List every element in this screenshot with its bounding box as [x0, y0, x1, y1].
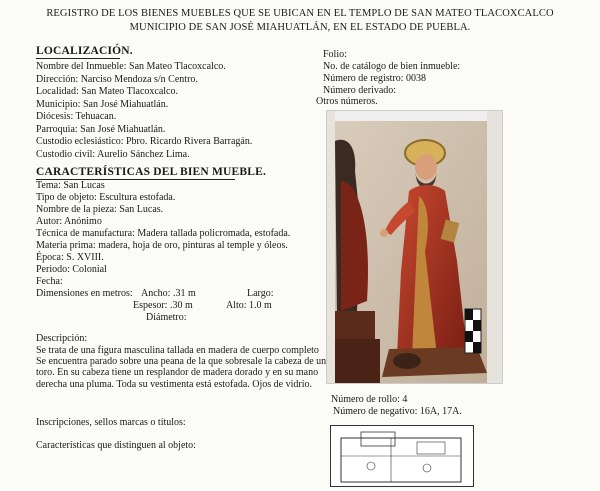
catalogo-line: Número de registro: 0038 — [323, 73, 427, 84]
dimensiones-label: Dimensiones en metros: — [36, 288, 133, 299]
numero-negativo: Número de negativo: 16A, 17A. — [333, 406, 462, 417]
caracteristicas-line: Técnica de manufactura: Madera tallada policromada, estofada. — [36, 228, 291, 239]
document-subtitle: MUNICIPIO DE SAN JOSÉ MIAHUATLÁN, EN EL ESTADO DE PUEBLA. — [129, 22, 471, 33]
caracteristicas-line: Tema: San Lucas — [36, 180, 105, 191]
ancho-value: Ancho: .31 m — [141, 288, 196, 299]
sculpture-illustration — [327, 111, 502, 383]
caracteristicas-line: Época: S. XVIII. — [36, 252, 104, 263]
floor-plan — [330, 425, 474, 487]
catalogo-line: Número derivado: — [323, 85, 397, 96]
diametro-value: Diámetro: — [146, 312, 187, 323]
sculpture-photo — [326, 110, 503, 384]
catalogo-line: Folio: — [323, 49, 347, 60]
alto-value: Alto: 1.0 m — [226, 300, 272, 311]
distinguen-label: Características que distinguen al objeto: — [36, 440, 196, 451]
localizacion-line: Nombre del Inmueble: San Mateo Tlacoxcalco. — [36, 61, 226, 72]
localizacion-heading: LOCALIZACIÓN. — [36, 45, 133, 57]
largo-value: Largo: — [247, 288, 274, 299]
localizacion-underline — [36, 58, 120, 59]
inscripciones-label: Inscripciones, sellos marcas o títulos: — [36, 417, 186, 428]
localizacion-line: Diócesis: Tehuacan. — [36, 111, 117, 122]
catalogo-line: Otros números. — [316, 96, 378, 107]
descripcion-text: Se trata de una figura masculina tallada en madera de cuerpo completo Se encuentra parado sobre una peana de la que sobresale la cabeza de un toro. En su cabeza tiene un resplandor de madera dorado y en su mano derecha una pluma. Toda su vestimenta está estofada. Ojos de vidrio. — [36, 345, 327, 390]
localizacion-line: Custodio eclesiástico: Pbro. Ricardo Rivera Barragán. — [36, 136, 253, 147]
caracteristicas-line: Nombre de la pieza: San Lucas. — [36, 204, 164, 215]
localizacion-line: Dirección: Narciso Mendoza s/n Centro. — [36, 73, 198, 85]
caracteristicas-line: Periodo: Colonial — [36, 264, 107, 275]
espesor-value: Espesor: .30 m — [133, 300, 193, 311]
caracteristicas-line: Tipo de objeto: Escultura estofada. — [36, 192, 176, 203]
localizacion-line: Parroquia: San José Miahuatlán. — [36, 123, 166, 135]
caracteristicas-line: Fecha: — [36, 276, 63, 287]
localizacion-line: Custodio civil: Aurelio Sánchez Lima. — [36, 148, 190, 160]
catalogo-line: No. de catálogo de bien inmueble: — [323, 61, 461, 72]
localizacion-line: Localidad: San Mateo Tlacoxcalco. — [36, 86, 178, 97]
localizacion-line: Municipio: San José Miahuatlán. — [36, 98, 169, 110]
document-title: REGISTRO DE LOS BIENES MUEBLES QUE SE UBICAN EN EL TEMPLO DE SAN MATEO TLACOXCALCO — [46, 8, 554, 19]
caracteristicas-line: Materia prima: madera, hoja de oro, pinturas al temple y óleos. — [36, 240, 288, 251]
numero-rollo: Número de rollo: 4 — [331, 394, 408, 405]
caracteristicas-heading: CARACTERÍSTICAS DEL BIEN MUEBLE. — [36, 166, 267, 178]
floor-plan-drawing — [331, 426, 473, 486]
caracteristicas-line: Autor: Anónimo — [36, 216, 102, 227]
descripcion-label: Descripción: — [36, 333, 88, 344]
